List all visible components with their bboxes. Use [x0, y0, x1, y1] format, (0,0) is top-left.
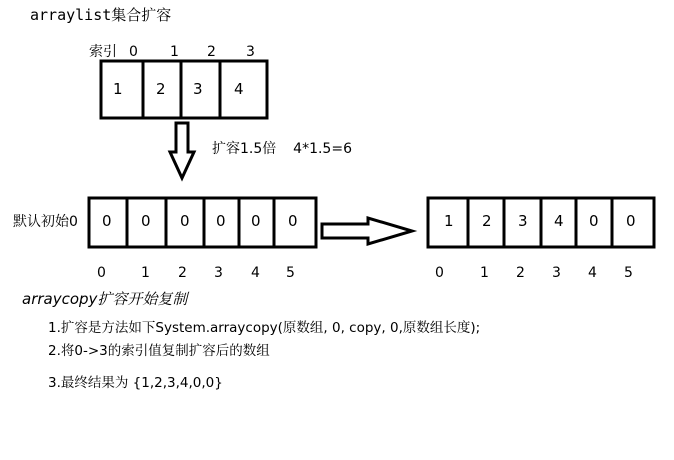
result-index: 1 — [480, 265, 489, 281]
down-arrow-icon — [170, 123, 194, 178]
result-index: 5 — [624, 265, 633, 281]
default-index: 2 — [178, 265, 187, 281]
result-index: 4 — [588, 265, 597, 281]
index-label: 索引 — [89, 44, 117, 60]
result-cell-value: 2 — [482, 212, 492, 230]
top-index: 3 — [246, 44, 255, 60]
expand-label — [212, 142, 352, 156]
top-cell-value: 3 — [193, 80, 203, 98]
default-cell-value: 0 — [251, 212, 261, 230]
top-index: 1 — [170, 44, 179, 60]
top-index: 2 — [207, 44, 216, 60]
result-cell-value: 0 — [589, 212, 599, 230]
default-array-boxes — [89, 198, 316, 247]
top-cell-value: 1 — [113, 80, 123, 98]
top-cell-value: 4 — [234, 80, 244, 98]
default-cell-value: 0 — [180, 212, 190, 230]
default-cell-value: 0 — [288, 212, 298, 230]
section-heading: arraycopy扩容开始复制 — [22, 290, 188, 308]
default-cell-value: 0 — [141, 212, 151, 230]
default-initial-text: 默认初始 — [13, 214, 69, 230]
result-index: 0 — [435, 265, 444, 281]
top-cell-value: 2 — [156, 80, 166, 98]
result-index: 2 — [516, 265, 525, 281]
step-3: 3.最终结果为 {1,2,3,4,0,0} — [48, 375, 223, 391]
default-cell-value: 0 — [216, 212, 226, 230]
expand-formula: 4*1.5=6 — [293, 141, 352, 157]
step-1: 1.扩容是方法如下System.arraycopy(原数组, 0, copy, 0,原数组长度); — [48, 320, 481, 336]
expand-label-text: 扩容1.5倍 — [212, 141, 277, 157]
right-arrow-icon — [322, 218, 412, 244]
step-2: 2.将0->3的索引值复制扩容后的数组 — [48, 343, 270, 359]
result-cell-value: 1 — [444, 212, 454, 230]
default-index: 3 — [214, 265, 223, 281]
default-initial-suffix: 0 — [69, 214, 78, 230]
result-cell-value: 4 — [554, 212, 564, 230]
top-index: 0 — [129, 44, 138, 60]
default-index: 4 — [251, 265, 260, 281]
result-array-boxes — [428, 198, 654, 247]
default-cell-value: 0 — [102, 212, 112, 230]
diagram-title: arraylist集合扩容 — [30, 6, 172, 24]
result-index: 3 — [552, 265, 561, 281]
result-cell-value: 0 — [626, 212, 636, 230]
result-cell-value: 3 — [518, 212, 528, 230]
default-initial-label — [13, 215, 78, 229]
default-index: 0 — [97, 265, 106, 281]
default-index: 1 — [141, 265, 150, 281]
default-index: 5 — [286, 265, 295, 281]
